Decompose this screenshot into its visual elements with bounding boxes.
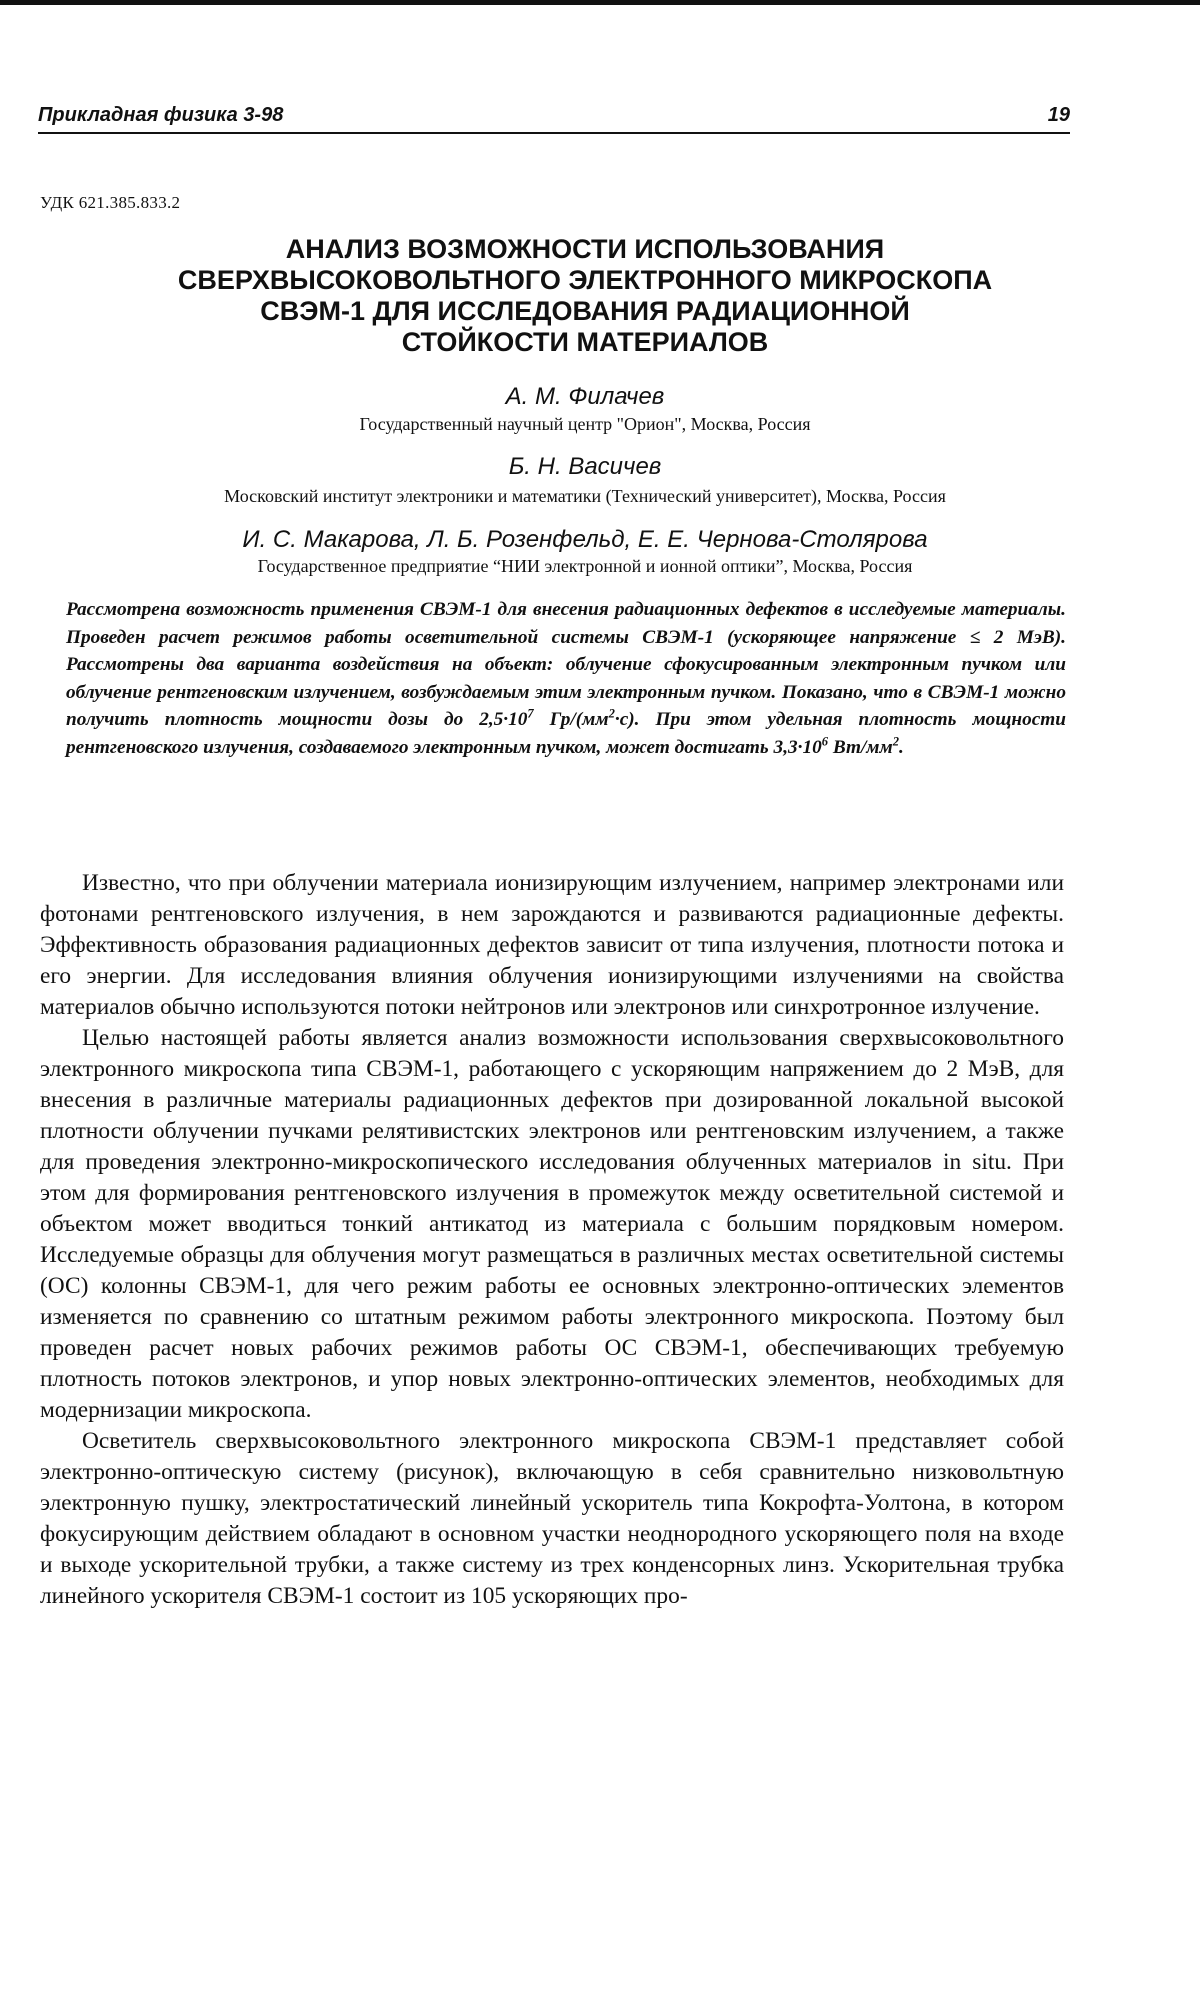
title-line: АНАЛИЗ ВОЗМОЖНОСТИ ИСПОЛЬЗОВАНИЯ	[285, 234, 885, 264]
journal-title: Прикладная физика 3-98	[38, 104, 284, 126]
abstract	[66, 596, 1066, 762]
abstract-text: Вт/мм	[828, 736, 893, 758]
abstract-text: .	[899, 736, 904, 758]
author-names: Б. Н. Васичев	[508, 453, 662, 480]
abstract-text: Рассмотрена возможность применения СВЭМ-1 для внесения радиационных дефектов в исследуемые материалы. Проведен расчет режимов работы осветительной системы СВЭМ-1 (ускоряющее напряжение ≤ 2 МэВ). Рассмотрены два варианта воздействия на объект: облучение сфокусированным электронным пучком или облучение рентгеновским излучением, возбуждаемым этим электронным пучком. Показано, что в СВЭМ-1 можно получить плотность мощности дозы до 2,5·10	[66, 599, 1066, 731]
abstract-text: Гр/(мм	[533, 709, 609, 731]
body-paragraph: Осветитель сверхвысоковольтного электронного микроскопа СВЭМ-1 представляет собой электронно-оптическую систему (рисунок), включающую в себя сравнительно низковольтную электронную пушку, электростатический линейный ускоритель типа Кокрофта-Уолтона, в котором фокусирующим действием обладают в основном участки неоднородного ускоряющего поля на входе и выходе ускорительной трубки, а также систему из трех конденсорных линз. Ускорительная трубка линейного ускорителя СВЭМ-1 состоит из 105 ускоряющих про-	[40, 1428, 1064, 1609]
body-paragraph: Известно, что при облучении материала ионизирующим излучением, например электронами или фотонами рентгеновского излучения, в нем зарождаются и развиваются радиационные дефекты. Эффективность образования радиационных дефектов зависит от типа излучения, плотности потока и его энергии. Для исследования влияния облучения ионизирующими излучениями на свойства материалов обычно используются потоки нейтронов или электронов или синхротронное излучение.	[40, 870, 1064, 1020]
author-affiliation: Государственное предприятие “НИИ электронной и ионной оптики”, Москва, Россия	[257, 556, 913, 576]
abstract-text: ·с). При этом удельная плотность мощности рентгеновского излучения, создаваемого электронным пучком, может достигать 3,3·10	[66, 709, 1066, 758]
exponent: 6	[821, 734, 829, 749]
author-names: И. С. Макарова, Л. Б. Розенфельд, Е. Е. Чернова-Столярова	[242, 526, 928, 553]
article-body	[40, 868, 1064, 1612]
page-top-border	[0, 0, 1200, 5]
article-title	[60, 234, 1110, 358]
exponent: 7	[527, 706, 534, 721]
title-line: СВЭМ-1 ДЛЯ ИССЛЕДОВАНИЯ РАДИАЦИОННОЙ	[260, 296, 910, 326]
title-line: СВЕРХВЫСОКОВОЛЬТНОГО ЭЛЕКТРОННОГО МИКРОСКОПА	[177, 265, 993, 295]
exponent: 2	[608, 706, 615, 721]
author-affiliation: Московский институт электроники и математики (Технический университет), Москва, Россия	[224, 486, 946, 506]
title-line: СТОЙКОСТИ МАТЕРИАЛОВ	[401, 327, 769, 357]
author-names: А. М. Филачев	[505, 383, 665, 410]
running-header	[38, 104, 1070, 134]
author-affiliation: Государственный научный центр "Орион", Москва, Россия	[359, 414, 811, 434]
udk-code: УДК 621.385.833.2	[40, 193, 181, 212]
page-number: 19	[1047, 104, 1070, 126]
body-paragraph: Целью настоящей работы является анализ возможности использования сверхвысоковольтного электронного микроскопа типа СВЭМ-1, работающего с ускоряющим напряжением до 2 МэВ, для внесения в различные материалы радиационных дефектов при дозированной локальной высокой плотности облучении пучками релятивистских электронов или рентгеновским излучением, а также для проведения электронно-микроскопического исследования облученных материалов in situ. При этом для формирования рентгеновского излучения в промежуток между осветительной системой и объектом может вводиться тонкий антикатод из материала с большим порядковым номером. Исследуемые образцы для облучения могут размещаться в различных местах осветительной системы (ОС) колонны СВЭМ-1, для чего режим работы ее основных электронно-оптических элементов изменяется по сравнению со штатным режимом работы электронного микроскопа. Поэтому был проведен расчет новых рабочих режимов работы ОС СВЭМ-1, обеспечивающих требуемую плотность потоков электронов, и упор новых электронно-оптических элементов, необходимых для модернизации микроскопа.	[40, 1025, 1064, 1423]
exponent: 2	[892, 734, 899, 749]
